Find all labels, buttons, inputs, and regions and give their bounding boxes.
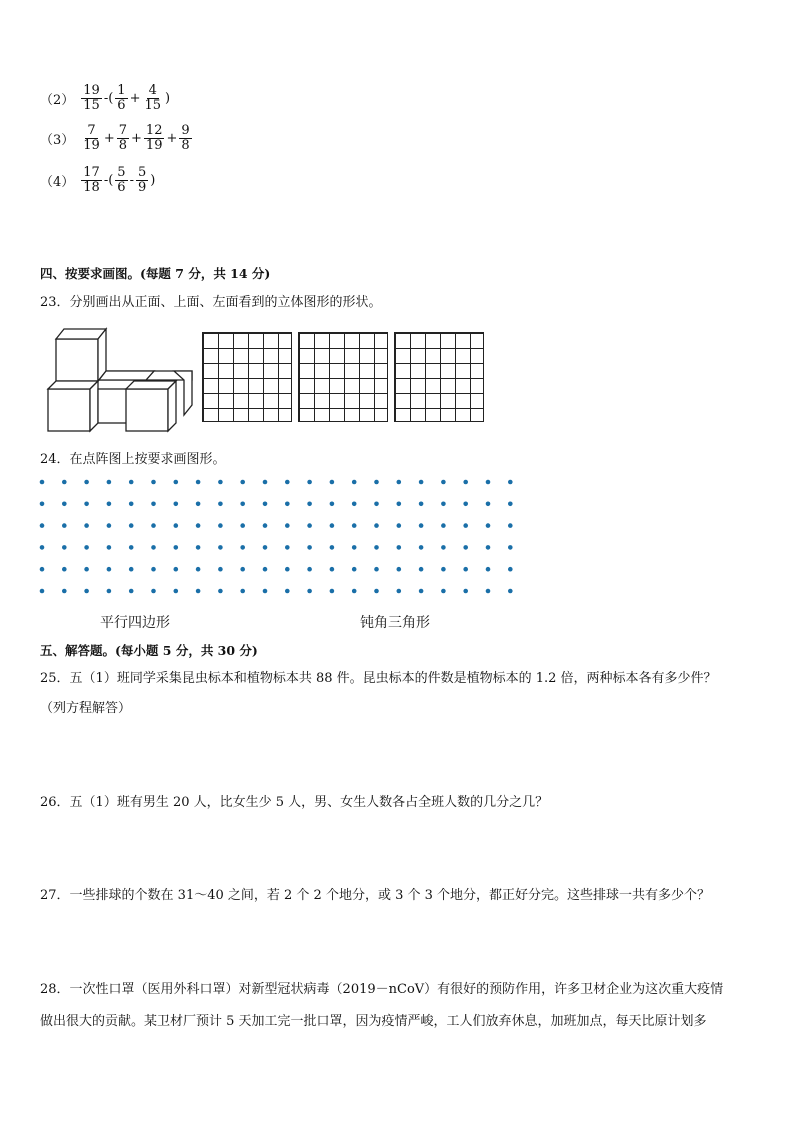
question-26: 26．五（1）班有男生 20 人，比女生少 5 人，男、女生人数各占全班人数的几分之几？ — [40, 795, 549, 810]
lattice-dot[interactable] — [151, 480, 156, 485]
lattice-dot[interactable] — [151, 589, 156, 594]
fraction — [136, 166, 148, 194]
lattice-dot[interactable] — [285, 589, 290, 594]
lattice-dot[interactable] — [218, 502, 223, 507]
lattice-dot[interactable] — [352, 502, 357, 507]
lattice-dot[interactable] — [352, 567, 357, 572]
lattice-dot[interactable] — [508, 523, 513, 528]
question-23: 23．分别画出从正面、上面、左面看到的立体图形的形状。 — [40, 295, 382, 310]
lattice-dot[interactable] — [40, 567, 45, 572]
lattice-dot[interactable] — [441, 589, 446, 594]
dot-lattice[interactable] — [34, 474, 520, 600]
lattice-dot[interactable] — [196, 589, 201, 594]
denominator: 15 — [83, 97, 100, 113]
lattice-dot[interactable] — [107, 480, 112, 485]
question-28-line1: 28．一次性口罩（医用外科口罩）对新型冠状病毒（2019－nCoV）有很好的预防作用，许多卫材企业为这次重大疫情 — [40, 982, 724, 997]
exercise-number: （2） — [40, 92, 75, 108]
lattice-dot[interactable] — [486, 523, 491, 528]
lattice-dot[interactable] — [151, 545, 156, 550]
lattice-dot[interactable] — [129, 589, 134, 594]
lattice-dot[interactable] — [508, 480, 513, 485]
bottom-right-cube-front — [126, 389, 168, 431]
lattice-dot[interactable] — [397, 523, 402, 528]
lattice-dot[interactable] — [84, 589, 89, 594]
numerator: 7 — [118, 122, 128, 138]
numerator: 5 — [137, 164, 147, 180]
lattice-dot[interactable] — [508, 589, 513, 594]
lattice-dot[interactable] — [62, 589, 67, 594]
lattice-dot[interactable] — [62, 502, 67, 507]
question-24: 24．在点阵图上按要求画图形。 — [40, 452, 226, 467]
lattice-dot[interactable] — [196, 567, 201, 572]
lattice-dot[interactable] — [240, 545, 245, 550]
lattice-dot[interactable] — [263, 545, 268, 550]
operator: + — [129, 90, 141, 106]
exercise-number: （3） — [40, 132, 75, 148]
section-four-heading: 四、按要求画图。(每题 7 分，共 14 分) — [40, 266, 271, 281]
lattice-dot[interactable] — [240, 589, 245, 594]
denominator: 15 — [144, 97, 162, 113]
lattice-dot[interactable] — [240, 502, 245, 507]
denominator: 18 — [83, 179, 100, 195]
lattice-dot[interactable] — [307, 589, 312, 594]
lattice-dot[interactable] — [441, 480, 446, 485]
operator: ) — [165, 90, 171, 106]
lattice-dot[interactable] — [352, 523, 357, 528]
lattice-dot[interactable] — [352, 545, 357, 550]
fraction — [115, 84, 127, 112]
lattice-dot[interactable] — [441, 502, 446, 507]
lattice-dot[interactable] — [374, 589, 379, 594]
operator: ) — [150, 172, 156, 188]
grid-top-view[interactable] — [298, 332, 388, 422]
lattice-dot[interactable] — [218, 480, 223, 485]
fraction — [144, 124, 165, 152]
lattice-dot[interactable] — [486, 480, 491, 485]
lattice-dot[interactable] — [374, 523, 379, 528]
lattice-dot[interactable] — [218, 545, 223, 550]
lattice-dot[interactable] — [40, 480, 45, 485]
lattice-dot[interactable] — [218, 589, 223, 594]
lattice-dot[interactable] — [174, 502, 179, 507]
lattice-dot[interactable] — [240, 567, 245, 572]
lattice-dot[interactable] — [307, 502, 312, 507]
numerator: 9 — [181, 122, 190, 138]
numerator: 4 — [148, 82, 157, 98]
operator: -( — [103, 172, 114, 188]
lattice-dot[interactable] — [330, 589, 335, 594]
lattice-dot[interactable] — [129, 567, 134, 572]
lattice-dot[interactable] — [40, 545, 45, 550]
fraction — [115, 166, 127, 194]
lattice-dot[interactable] — [285, 480, 290, 485]
lattice-dot[interactable] — [62, 567, 67, 572]
lattice-dot[interactable] — [174, 589, 179, 594]
lattice-dot[interactable] — [463, 523, 468, 528]
lattice-dot[interactable] — [307, 567, 312, 572]
lattice-dot[interactable] — [374, 502, 379, 507]
lattice-dot[interactable] — [107, 523, 112, 528]
lattice-dot[interactable] — [151, 523, 156, 528]
numerator: 5 — [117, 164, 126, 180]
lattice-dot[interactable] — [508, 502, 513, 507]
lattice-dot[interactable] — [463, 502, 468, 507]
lattice-dot[interactable] — [129, 502, 134, 507]
denominator: 6 — [117, 179, 126, 195]
lattice-dot[interactable] — [330, 545, 335, 550]
question-25-line1: 25．五（1）班同学采集昆虫标本和植物标本共 88 件。昆虫标本的件数是植物标本的 1.2 倍，两种标本各有多少件？ — [40, 671, 717, 686]
lattice-dot[interactable] — [107, 589, 112, 594]
lattice-dot[interactable] — [419, 523, 424, 528]
lattice-dot[interactable] — [285, 523, 290, 528]
lattice-dot[interactable] — [486, 589, 491, 594]
bottom-left-cube-front — [48, 389, 90, 431]
lattice-dot[interactable] — [107, 502, 112, 507]
lattice-dot[interactable] — [218, 567, 223, 572]
operator: + — [103, 130, 115, 146]
lattice-dot[interactable] — [419, 480, 424, 485]
lattice-dot[interactable] — [62, 545, 67, 550]
question-28-line2: 做出很大的贡献。某卫材厂预计 5 天加工完一批口罩，因为疫情严峻，工人们放弃休息，加班加点，每天比原计划多 — [40, 1014, 707, 1029]
top-cube-front — [56, 339, 98, 381]
exercise-row — [40, 160, 156, 200]
denominator: 8 — [181, 137, 190, 153]
lattice-dot[interactable] — [463, 567, 468, 572]
lattice-dot[interactable] — [196, 545, 201, 550]
lattice-dot[interactable] — [486, 545, 491, 550]
lattice-dot[interactable] — [263, 523, 268, 528]
section-five-heading: 五、解答题。(每小题 5 分，共 30 分) — [40, 643, 258, 658]
fraction — [117, 124, 129, 152]
operator: + — [166, 130, 178, 146]
lattice-dot[interactable] — [374, 480, 379, 485]
lattice-dot[interactable] — [107, 545, 112, 550]
lattice-dot[interactable] — [84, 502, 89, 507]
fraction — [81, 124, 102, 152]
exercise-row — [40, 78, 171, 118]
fraction — [81, 84, 102, 112]
operator: - — [129, 172, 134, 188]
lattice-dot[interactable] — [486, 567, 491, 572]
denominator: 8 — [118, 137, 128, 153]
lattice-dot[interactable] — [84, 480, 89, 485]
lattice-dot[interactable] — [84, 523, 89, 528]
label-parallelogram: 平行四边形 — [100, 615, 170, 631]
lattice-dot[interactable] — [218, 523, 223, 528]
exercise-row — [40, 118, 193, 158]
question-25-line2: （列方程解答） — [40, 701, 132, 716]
lattice-dot[interactable] — [285, 567, 290, 572]
lattice-dot[interactable] — [486, 502, 491, 507]
lattice-dot[interactable] — [419, 545, 424, 550]
lattice-dot[interactable] — [397, 480, 402, 485]
lattice-dot[interactable] — [397, 545, 402, 550]
lattice-dot[interactable] — [397, 589, 402, 594]
numerator: 17 — [83, 164, 100, 180]
lattice-dot[interactable] — [40, 502, 45, 507]
grid-left-view[interactable] — [394, 332, 484, 422]
lattice-dot[interactable] — [129, 523, 134, 528]
lattice-dot[interactable] — [374, 567, 379, 572]
lattice-dot[interactable] — [285, 545, 290, 550]
lattice-dot[interactable] — [508, 567, 513, 572]
fraction — [179, 124, 191, 152]
lattice-dot[interactable] — [352, 480, 357, 485]
fraction — [142, 84, 163, 112]
lattice-dot[interactable] — [129, 545, 134, 550]
lattice-dot[interactable] — [441, 523, 446, 528]
numerator: 19 — [83, 82, 100, 98]
lattice-dot[interactable] — [151, 567, 156, 572]
lattice-dot[interactable] — [174, 523, 179, 528]
lattice-dot[interactable] — [263, 567, 268, 572]
lattice-dot[interactable] — [441, 545, 446, 550]
lattice-dot[interactable] — [263, 502, 268, 507]
lattice-dot[interactable] — [330, 567, 335, 572]
lattice-dot[interactable] — [40, 523, 45, 528]
fraction — [81, 166, 102, 194]
question-27: 27．一些排球的个数在 31～40 之间，若 2 个 2 个地分，或 3 个 3 个地分，都正好分完。这些排球一共有多少个？ — [40, 888, 711, 903]
operator: + — [131, 130, 142, 146]
lattice-dot[interactable] — [419, 589, 424, 594]
denominator: 9 — [137, 179, 147, 195]
lattice-dot[interactable] — [330, 523, 335, 528]
lattice-dot[interactable] — [330, 480, 335, 485]
lattice-dot[interactable] — [307, 523, 312, 528]
lattice-dot[interactable] — [62, 480, 67, 485]
lattice-dot[interactable] — [84, 567, 89, 572]
grid-front-view[interactable] — [202, 332, 292, 422]
operator: -( — [103, 90, 114, 106]
lattice-dot[interactable] — [307, 480, 312, 485]
lattice-dot[interactable] — [174, 567, 179, 572]
lattice-dot[interactable] — [107, 567, 112, 572]
lattice-dot[interactable] — [40, 589, 45, 594]
denominator: 6 — [117, 97, 126, 113]
lattice-dot[interactable] — [240, 480, 245, 485]
label-obtuse-triangle: 钝角三角形 — [360, 615, 430, 631]
lattice-dot[interactable] — [441, 567, 446, 572]
lattice-dot[interactable] — [419, 567, 424, 572]
exercise-number: （4） — [40, 174, 75, 190]
denominator: 19 — [83, 137, 100, 153]
lattice-dot[interactable] — [397, 502, 402, 507]
lattice-dot[interactable] — [508, 545, 513, 550]
lattice-dot[interactable] — [263, 480, 268, 485]
lattice-dot[interactable] — [419, 502, 424, 507]
denominator: 19 — [145, 137, 163, 153]
lattice-dot[interactable] — [129, 480, 134, 485]
numerator: 12 — [145, 122, 163, 138]
lattice-dot[interactable] — [307, 545, 312, 550]
lattice-dot[interactable] — [196, 480, 201, 485]
lattice-dot[interactable] — [374, 545, 379, 550]
lattice-dot[interactable] — [196, 502, 201, 507]
lattice-dot[interactable] — [174, 480, 179, 485]
lattice-dot[interactable] — [62, 523, 67, 528]
lattice-dot[interactable] — [397, 567, 402, 572]
numerator: 7 — [87, 122, 96, 138]
lattice-dot[interactable] — [196, 523, 201, 528]
cube-solid-figure — [44, 325, 194, 435]
lattice-dot[interactable] — [84, 545, 89, 550]
lattice-dot[interactable] — [463, 589, 468, 594]
lattice-dot[interactable] — [463, 545, 468, 550]
lattice-dot[interactable] — [263, 589, 268, 594]
lattice-dot[interactable] — [151, 502, 156, 507]
numerator: 1 — [117, 82, 126, 98]
lattice-dot[interactable] — [352, 589, 357, 594]
lattice-dot[interactable] — [285, 502, 290, 507]
lattice-dot[interactable] — [463, 480, 468, 485]
lattice-dot[interactable] — [174, 545, 179, 550]
lattice-dot[interactable] — [330, 502, 335, 507]
lattice-dot[interactable] — [240, 523, 245, 528]
